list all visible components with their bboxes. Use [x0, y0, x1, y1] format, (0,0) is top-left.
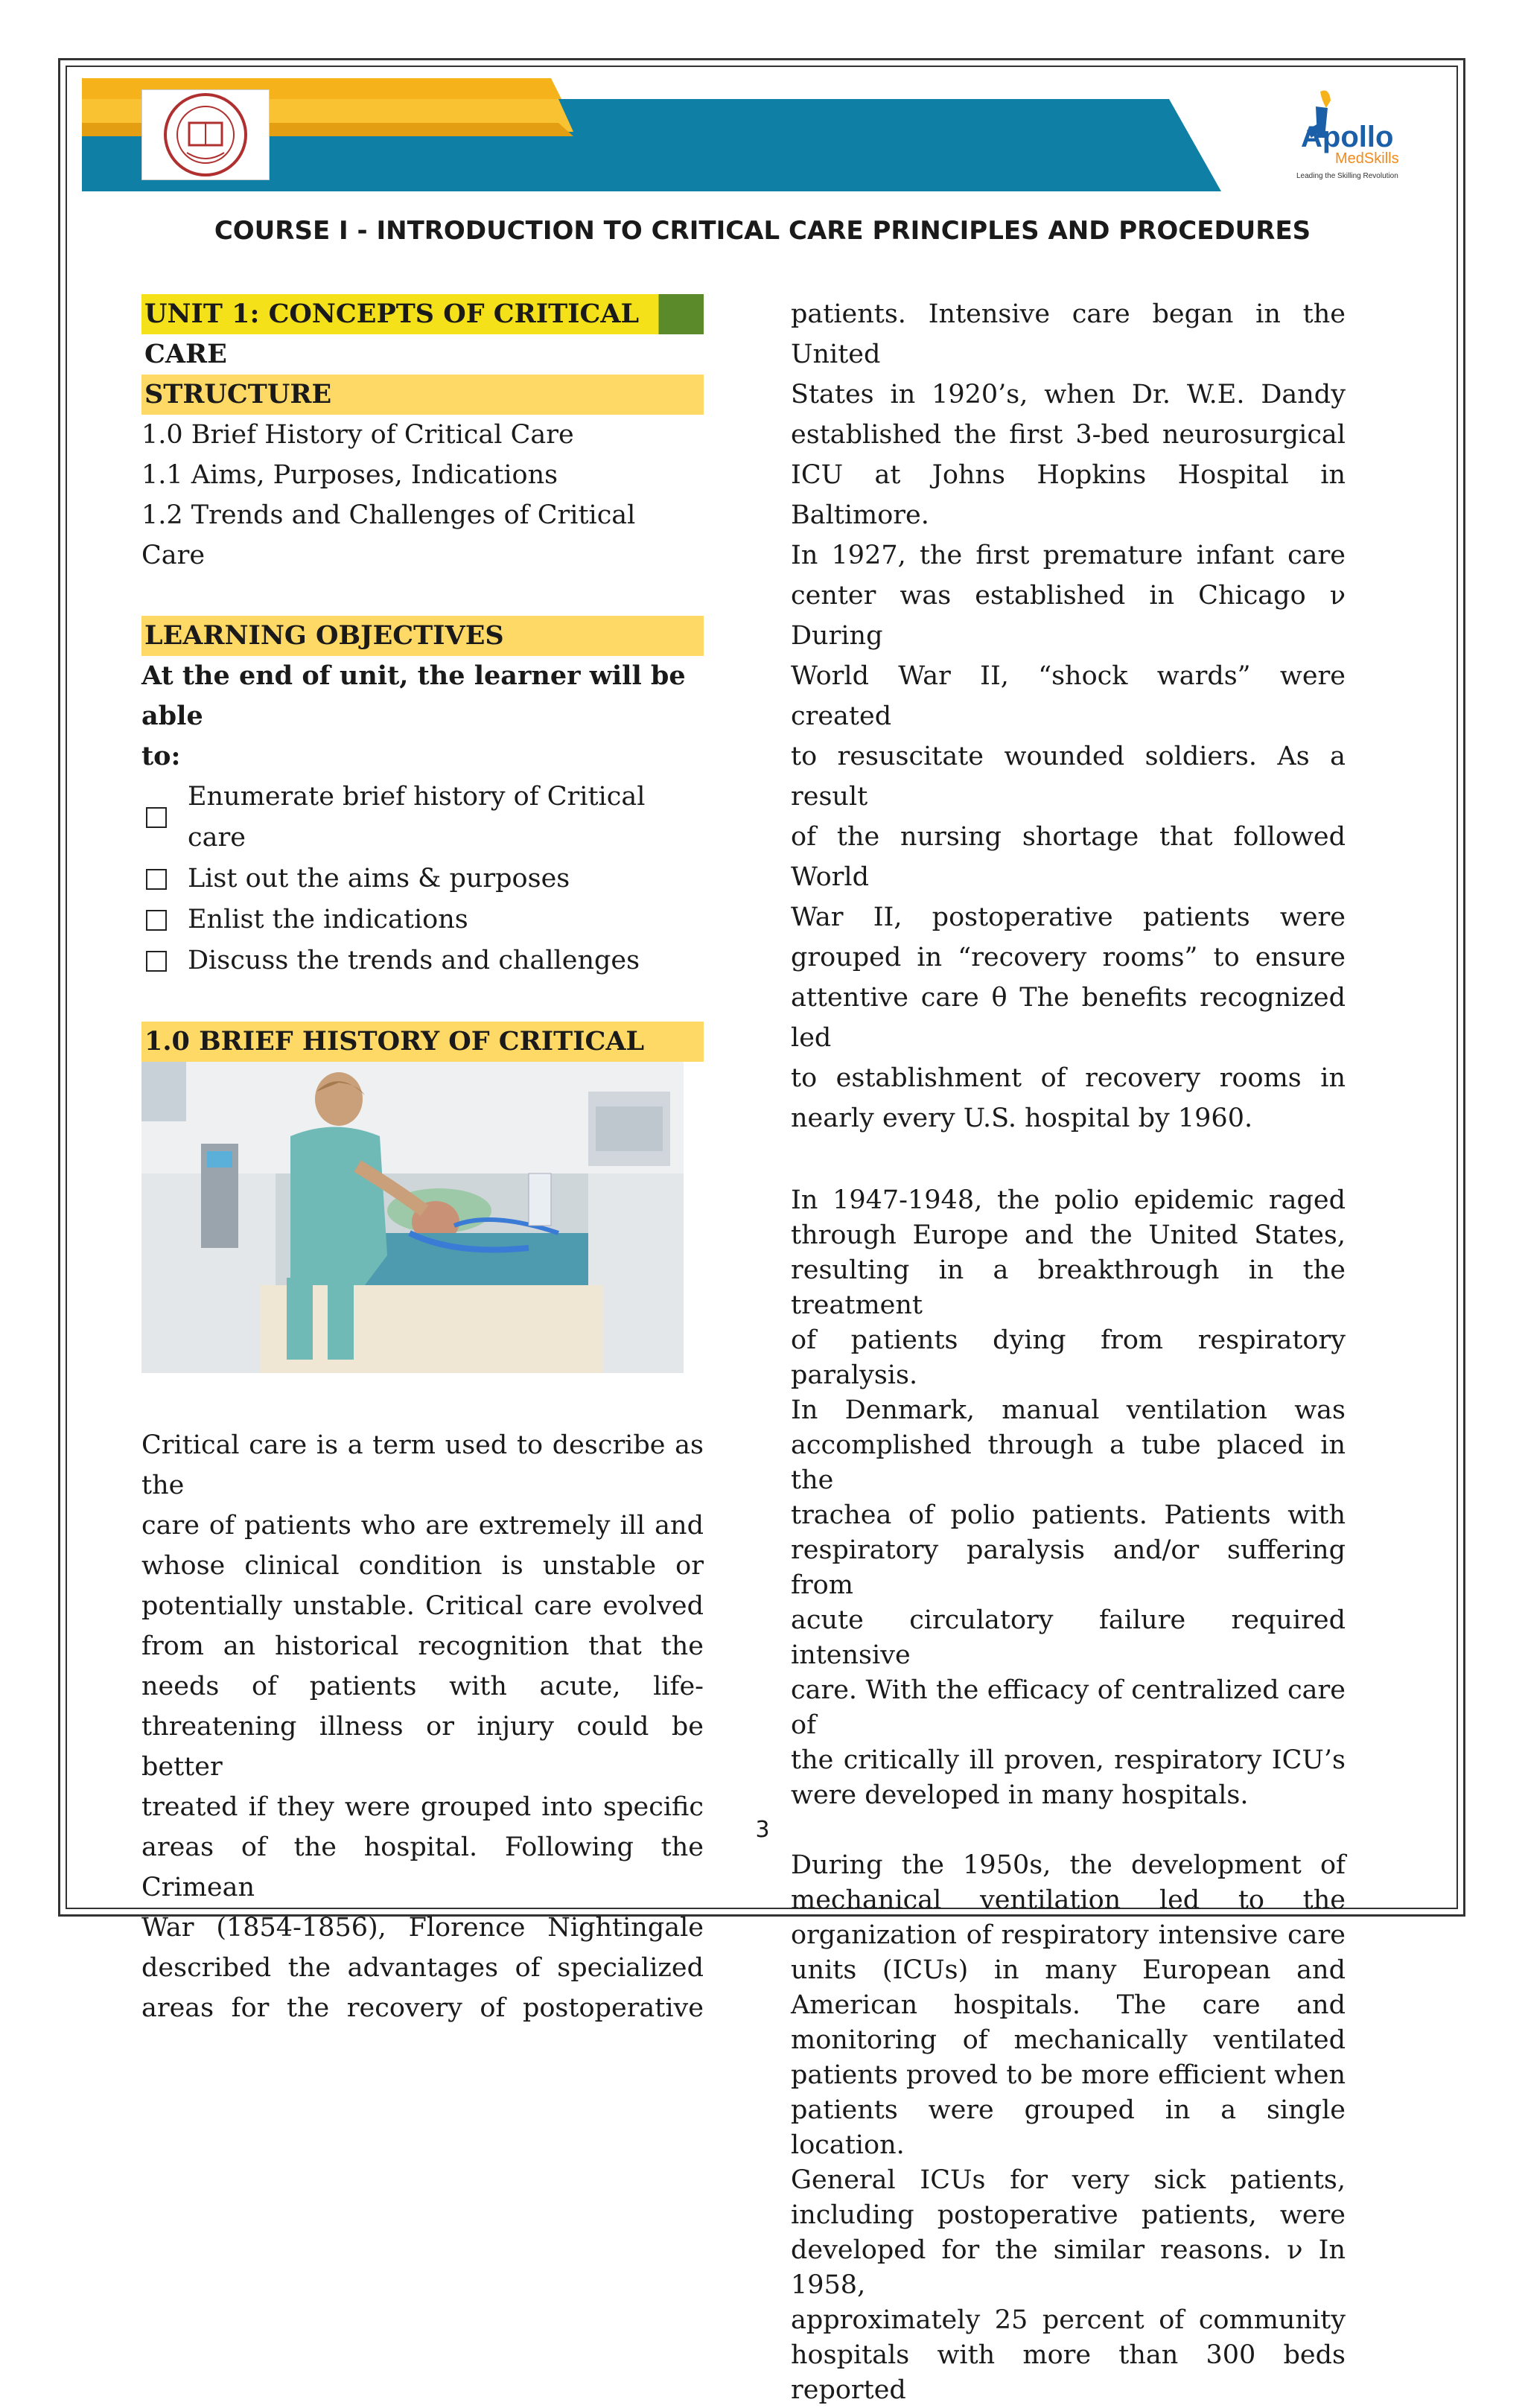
structure-item: 1.0 Brief History of Critical Care: [141, 420, 574, 450]
checkbox-icon: [146, 807, 167, 828]
text-line: American hospitals. The care and: [791, 1990, 1346, 2020]
text-line: During the 1950s, the development of: [791, 1850, 1346, 1880]
text-line: World War II, “shock wards” were created: [791, 661, 1346, 731]
icu-photo-illustration: [141, 1062, 684, 1373]
text-line: established the first 3-bed neurosurgical: [791, 420, 1346, 450]
objective-text: Enlist the indications: [188, 905, 468, 934]
structure-item: 1.1 Aims, Purposes, Indications: [141, 460, 558, 490]
text-line: developed for the similar reasons. ν In 1958,: [791, 2235, 1346, 2300]
university-logo: [141, 89, 270, 180]
text-line: respiratory paralysis and/or suffering from: [791, 1535, 1346, 1600]
objectives-heading: LEARNING OBJECTIVES: [141, 616, 704, 656]
text-line: the critically ill proven, respiratory ICU’s: [791, 1745, 1346, 1775]
text-line: acute circulatory failure required intensive: [791, 1605, 1346, 1670]
objective-text: Discuss the trends and challenges: [188, 946, 640, 975]
text-line: accomplished through a tube placed in the: [791, 1430, 1346, 1495]
text-line: described the advantages of specialized: [141, 1953, 704, 1983]
text-line: monitoring of mechanically ventilated: [791, 2025, 1346, 2055]
objectives-intro: At the end of unit, the learner will be able: [141, 660, 686, 731]
objective-item: [141, 899, 704, 940]
checkbox-icon: [146, 869, 167, 890]
unit-heading: UNIT 1: CONCEPTS OF CRITICAL CARE: [141, 294, 704, 334]
text-line: areas for the recovery of postoperative: [141, 1993, 704, 2023]
apollo-medskills-logo: [1292, 86, 1419, 190]
icu-photo: [141, 1062, 684, 1373]
text-line: organization of respiratory intensive care: [791, 1920, 1346, 1950]
checkbox-icon: [146, 951, 167, 972]
right-column: [791, 294, 1346, 2408]
objectives-intro-cont: to:: [141, 741, 181, 771]
history-right-paragraph-2: [791, 1183, 1346, 1813]
text-line: Critical care is a term used to describe as the: [141, 1430, 704, 1500]
objective-text: List out the aims & purposes: [188, 864, 570, 894]
structure-heading: STRUCTURE: [141, 375, 704, 415]
text-line: ICU at Johns Hopkins Hospital in Baltimore.: [791, 460, 1346, 530]
apollo-tagline: Leading the Skilling Revolution: [1296, 172, 1398, 180]
text-line: whose clinical condition is unstable or: [141, 1551, 704, 1581]
text-line: to resuscitate wounded soldiers. As a result: [791, 742, 1346, 812]
text-line: through Europe and the United States,: [791, 1220, 1346, 1250]
course-title: COURSE I - INTRODUCTION TO CRITICAL CARE PRINCIPLES AND PROCEDURES: [214, 216, 1311, 246]
text-line: areas of the hospital. Following the Crimean: [141, 1832, 704, 1902]
text-line: center was established in Chicago ν During: [791, 581, 1346, 651]
history-right-paragraph-3: [791, 1848, 1346, 2408]
text-line: patients were grouped in a single location.: [791, 2095, 1346, 2160]
text-line: In 1947-1948, the polio epidemic raged: [791, 1185, 1346, 1215]
text-line: of patients dying from respiratory paralysis.: [791, 1325, 1346, 1390]
text-line: care of patients who are extremely ill and: [141, 1511, 704, 1541]
text-line: grouped in “recovery rooms” to ensure: [791, 943, 1346, 972]
history-right-paragraph-1: [791, 294, 1346, 1138]
text-line: of the nursing shortage that followed World: [791, 822, 1346, 892]
apollo-logo-text: Apollo: [1301, 121, 1394, 153]
text-line: approximately 25 percent of community: [791, 2305, 1346, 2335]
text-line: hospitals with more than 300 beds reported: [791, 2340, 1346, 2405]
text-line: War II, postoperative patients were: [791, 902, 1346, 932]
text-line: attentive care θ The benefits recognized led: [791, 983, 1346, 1053]
text-line: States in 1920’s, when Dr. W.E. Dandy: [791, 380, 1346, 410]
text-line: War (1854-1856), Florence Nightingale: [141, 1913, 704, 1943]
text-line: from an historical recognition that the: [141, 1631, 704, 1661]
medskills-logo-text: MedSkills: [1335, 150, 1399, 167]
objective-item: [141, 859, 704, 899]
text-line: patients proved to be more efficient when: [791, 2060, 1346, 2090]
objective-item: [141, 940, 704, 981]
text-line: patients. Intensive care began in the United: [791, 299, 1346, 369]
text-line: resulting in a breakthrough in the treatment: [791, 1255, 1346, 1320]
objective-text: Enumerate brief history of Critical care: [188, 782, 646, 853]
text-line: trachea of polio patients. Patients with: [791, 1500, 1346, 1530]
structure-item: 1.2 Trends and Challenges of Critical Care: [141, 500, 636, 570]
history-left-paragraph: [141, 1425, 704, 2028]
text-line: including postoperative patients, were: [791, 2200, 1346, 2230]
history-heading: 1.0 BRIEF HISTORY OF CRITICAL: [141, 1022, 704, 1062]
text-line: In Denmark, manual ventilation was: [791, 1395, 1346, 1425]
objective-item: [141, 777, 704, 859]
text-line: care. With the efficacy of centralized care of: [791, 1675, 1346, 1740]
text-line: mechanical ventilation led to the: [791, 1885, 1346, 1915]
text-line: In 1927, the first premature infant care: [791, 541, 1346, 570]
text-line: were developed in many hospitals.: [791, 1780, 1249, 1810]
text-line: to establishment of recovery rooms in: [791, 1063, 1346, 1093]
text-line: units (ICUs) in many European and: [791, 1955, 1346, 1985]
text-line: potentially unstable. Critical care evolved: [141, 1591, 704, 1621]
text-line: General ICUs for very sick patients,: [791, 2165, 1346, 2195]
text-line: threatening illness or injury could be better: [141, 1712, 704, 1782]
text-line: nearly every U.S. hospital by 1960.: [791, 1103, 1253, 1133]
text-line: treated if they were grouped into specific: [141, 1792, 704, 1822]
left-column: [141, 294, 704, 2028]
checkbox-icon: [146, 910, 167, 931]
text-line: needs of patients with acute, life-: [141, 1672, 704, 1701]
page-number: 3: [755, 1817, 770, 1843]
